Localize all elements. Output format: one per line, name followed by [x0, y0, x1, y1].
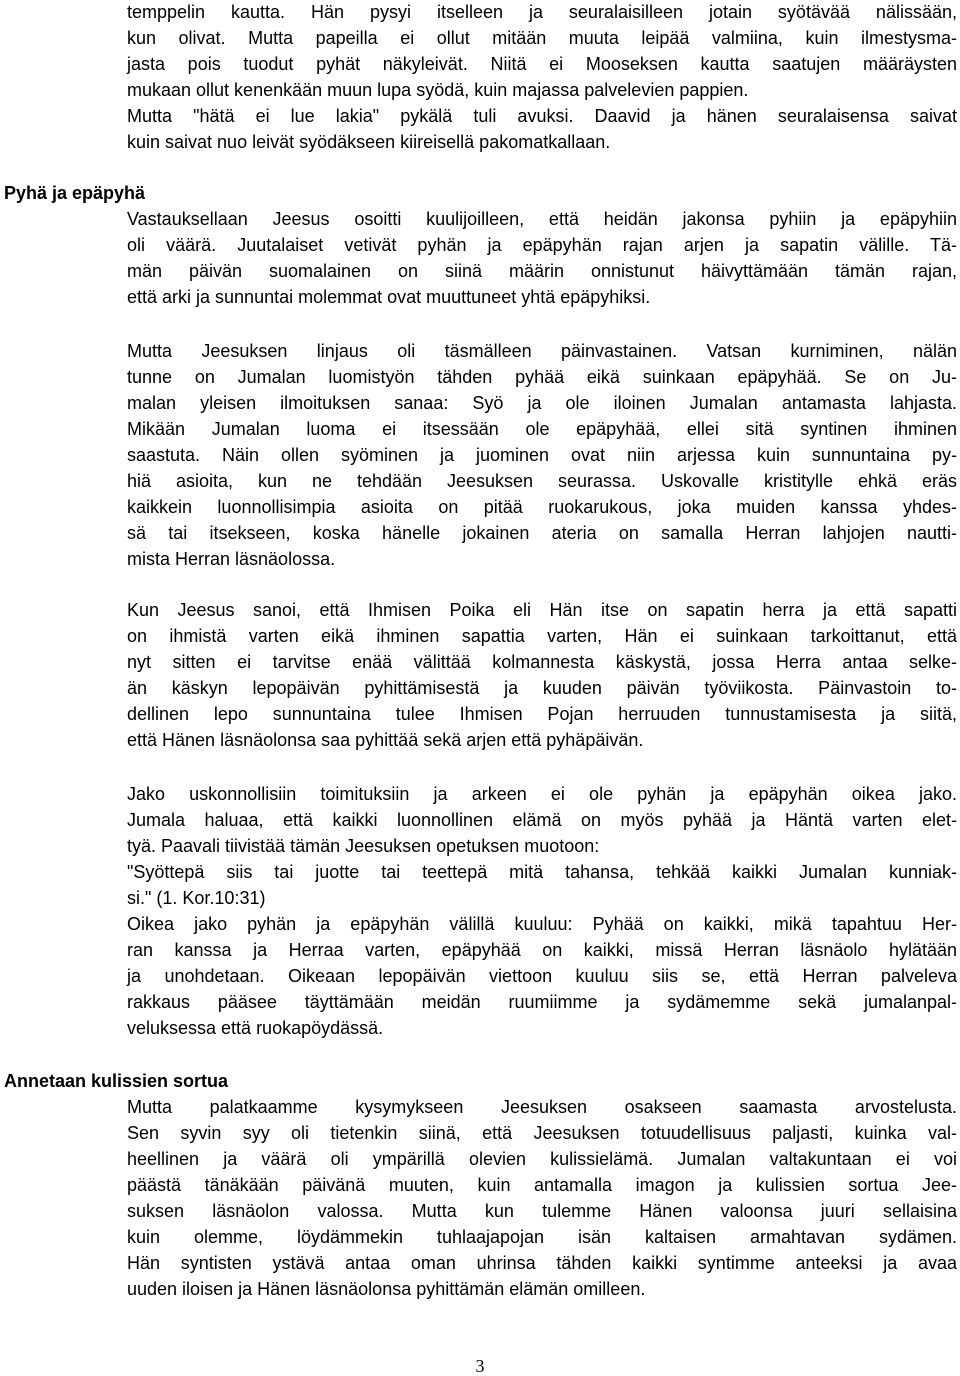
text-line: Vastauksellaan Jeesus osoitti kuulijoilleen, että heidän jakonsa pyhiin ja epäpyhiin	[127, 209, 957, 229]
page-number: 3	[475, 1356, 485, 1376]
text-line: hiä asioita, kun ne tehdään Jeesuksen seurassa. Uskovalle kristitylle ehkä eräs	[127, 471, 957, 491]
text-line: mukaan ollut kenenkään muun lupa syödä, kuin majassa palvelevien pappien.	[127, 80, 749, 100]
text-line: kuin saivat nuo leivät syödäkseen kiireisellä pakomatkallaan.	[127, 132, 611, 152]
text-line: uuden iloisen ja Hänen läsnäolonsa pyhittämän elämän omilleen.	[127, 1279, 646, 1299]
paragraph-let-scenery-fall	[127, 1094, 957, 1302]
text-line: Mutta palatkaamme kysymykseen Jeesuksen osakseen saamasta arvostelusta.	[127, 1097, 957, 1117]
text-line: män päivän suomalainen on siinä määrin onnistunut häivyttämään tämän rajan,	[127, 261, 957, 281]
text-line: veluksessa että ruokapöydässä.	[127, 1018, 384, 1038]
text-line: Sen syvin syy oli tietenkin siinä, että Jeesuksen totuudellisuus paljasti, kuinka val-	[127, 1123, 957, 1143]
text-line: Jumala haluaa, että kaikki luonnollinen elämä on myös pyhää ja Häntä varten elet-	[127, 810, 957, 830]
text-line: oli väärä. Juutalaiset vetivät pyhän ja epäpyhän rajan arjen ja sapatin välille. Tä-	[127, 235, 957, 255]
text-line: kun olivat. Mutta papeilla ei ollut mitään muuta leipää valmiina, kuin ilmestysma-	[127, 28, 957, 48]
text-line: jasta pois tuodut pyhät näkyleivät. Niitä ei Mooseksen kautta saatujen määräysten	[127, 54, 957, 74]
text-line: heellinen ja väärä oli ympärillä olevien kulissielämä. Jumalan valtakuntaan ei voi	[127, 1149, 957, 1169]
paragraph-jesus-line	[127, 338, 957, 572]
text-line: ran kanssa ja Herraa varten, epäpyhää on kaikki, missä Herran läsnäolo hylätään	[127, 940, 957, 960]
text-line: kuin olemme, löydämmekin tuhlaajapojan isän kaltaisen armahtavan sydämen.	[127, 1227, 957, 1247]
text-line: Mikään Jumalan luoma ei itsessään ole epäpyhää, ellei sitä syntinen ihminen	[127, 419, 957, 439]
text-line: suksen läsnäolon valossa. Mutta kun tulemme Hänen valoonsa juuri sellaisina	[127, 1201, 957, 1221]
text-line: sä tai itsekseen, koska hänelle jokainen ateria on samalla Herran lahjojen nautti-	[127, 523, 957, 543]
text-line: än käskyn lepopäivän pyhittämisestä ja kuuden päivän työviikosta. Päinvastoin to-	[127, 678, 957, 698]
section-heading-scenery: Annetaan kulissien sortua	[4, 1071, 229, 1091]
paragraph-lord-of-sabbath	[127, 597, 957, 753]
text-line: ja unohdetaan. Oikeaan lepopäivän viettoon kuuluu siis se, että Herran palveleva	[127, 966, 957, 986]
text-line: Hän syntisten ystävä antaa oman uhrinsa tähden kaikki syntimme anteeksi ja avaa	[127, 1253, 957, 1273]
text-line: saastuta. Näin ollen syöminen ja juominen ovat niin arjessa kuin sunnuntaina py-	[127, 445, 957, 465]
text-line: si." (1. Kor.10:31)	[127, 888, 266, 908]
paragraph-jesus-answer	[127, 206, 957, 310]
text-line: tyä. Paavali tiivistää tämän Jeesuksen opetuksen muotoon:	[127, 836, 600, 856]
text-line: että Hänen läsnäolonsa saa pyhittää sekä arjen että pyhäpäivän.	[127, 730, 644, 750]
text-line: temppelin kautta. Hän pysyi itselleen ja seuralaisilleen jotain syötävää nälissään,	[127, 2, 957, 22]
text-line: kaikkein luonnollisimpia asioita on pitää ruokarukous, joka muiden kanssa yhdes-	[127, 497, 957, 517]
text-line: Oikea jako pyhän ja epäpyhän välillä kuuluu: Pyhää on kaikki, mikä tapahtuu Her-	[127, 914, 957, 934]
text-line: Mutta Jeesuksen linjaus oli täsmälleen päinvastainen. Vatsan kurniminen, nälän	[127, 341, 957, 361]
text-line: nyt sitten ei tarvitse enää välittää kolmannesta käskystä, jossa Herra antaa selke-	[127, 652, 957, 672]
text-line: että arki ja sunnuntai molemmat ovat muuttuneet yhtä epäpyhiksi.	[127, 287, 651, 307]
text-line: Mutta "hätä ei lue lakia" pykälä tuli avuksi. Daavid ja hänen seuralaisensa saivat	[127, 106, 957, 126]
text-line: mista Herran läsnäolossa.	[127, 549, 336, 569]
text-line: tunne on Jumalan luomistyön tähden pyhää eikä suinkaan epäpyhää. Se on Ju-	[127, 367, 957, 387]
paragraph-david-showbread	[127, 0, 957, 155]
text-line: rakkaus pääsee täyttämään meidän ruumiimme ja sydämemme sekä jumalanpal-	[127, 992, 957, 1012]
text-line: on ihmistä varten eikä ihminen sapattia varten, Hän ei suinkaan tarkoittanut, että	[127, 626, 957, 646]
text-line: dellinen lepo sunnuntaina tulee Ihmisen Pojan herruuden tunnustamisesta ja siitä,	[127, 704, 957, 724]
text-line: Jako uskonnollisiin toimituksiin ja arkeen ei ole pyhän ja epäpyhän oikea jako.	[127, 784, 957, 804]
text-line: päästä tänäkään päivänä muuten, kuin antamalla imagon ja kulissien sortua Jee-	[127, 1175, 957, 1195]
paragraph-right-division	[127, 781, 957, 1041]
text-line: malan yleisen ilmoituksen sanaa: Syö ja ole iloinen Jumalan antamasta lahjasta.	[127, 393, 957, 413]
section-heading-holy-unholy: Pyhä ja epäpyhä	[4, 183, 146, 203]
text-line: "Syöttepä siis tai juotte tai teettepä mitä tahansa, tehkää kaikki Jumalan kunniak-	[127, 862, 957, 882]
text-line: Kun Jeesus sanoi, että Ihmisen Poika eli Hän itse on sapatin herra ja että sapatti	[127, 600, 957, 620]
